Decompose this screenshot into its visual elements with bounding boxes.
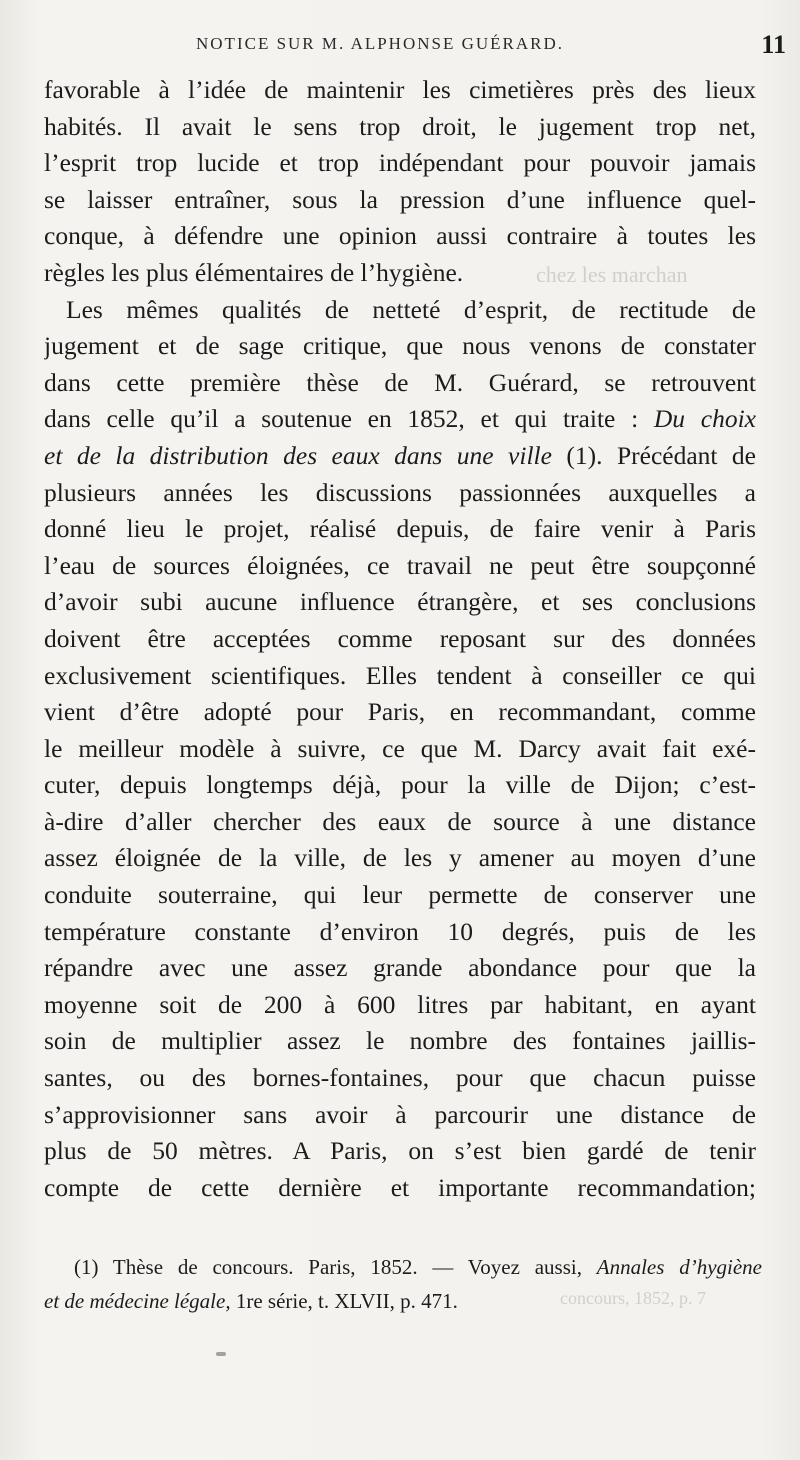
footnote [44, 1250, 762, 1318]
page-number: 11 [761, 30, 786, 59]
main-text [44, 72, 756, 1206]
bleed-through-text: chez les marchan [536, 262, 688, 287]
text-line: à-dire d’aller chercher des eaux de source à une distance [44, 806, 756, 836]
bleed-through-text: concours, 1852, p. 7 [560, 1288, 706, 1308]
text-line: température constante d’environ 10 degrés, puis de les [44, 916, 756, 946]
text-line: plus de 50 mètres. A Paris, on s’est bien gardé de tenir [44, 1136, 756, 1166]
text-line: se laisser entraîner, sous la pression d’une influence quel- [44, 184, 756, 214]
text-line: règles les plus élémentaires de l’hygiène. [44, 257, 464, 287]
text-line: cuter, depuis longtemps déjà, pour la ville de Dijon; c’est- [44, 770, 756, 800]
text-line: compte de cette dernière et importante recommandation; [44, 1172, 756, 1202]
text-line: soin de multiplier assez le nombre des fontaines jaillis- [44, 1026, 756, 1056]
text-line: plusieurs années les discussions passionnées auxquelles a [44, 477, 756, 507]
footnote-journal-italic: Annales d’hygiène [596, 1255, 762, 1279]
text-line: vient d’être adopté pour Paris, en recommandant, comme [44, 697, 756, 727]
text-line: jugement et de sage critique, que nous venons de constater [44, 331, 756, 361]
text-line: exclusivement scientifiques. Elles tendent à conseiller ce qui [44, 660, 756, 690]
thesis-title-italic: Du choix [653, 404, 756, 434]
text-segment: (1). Précédant de [566, 440, 756, 470]
text-line: donné lieu le projet, réalisé depuis, de faire venir à Paris [44, 514, 756, 544]
text-line: moyenne soit de 200 à 600 litres par habitant, en ayant [44, 989, 756, 1019]
text-segment: dans celle qu’il a soutenue en 1852, et qui traite : [44, 404, 639, 434]
thesis-title-italic: et de la distribution des eaux dans une ville [44, 440, 552, 470]
text-line: doivent être acceptées comme reposant sur des données [44, 623, 756, 653]
paragraph-start-line: Les mêmes qualités de netteté d’esprit, de rectitude de [66, 294, 756, 324]
page-header [0, 30, 800, 60]
running-title: NOTICE SUR M. ALPHONSE GUÉRARD. [196, 34, 565, 53]
text-line: s’approvisionner sans avoir à parcourir une distance de [44, 1099, 756, 1129]
footnote-text: (1) Thèse de concours. Paris, 1852. — Voyez aussi, [74, 1255, 582, 1279]
text-line: conduite souterraine, qui leur permette de conserver une [44, 880, 756, 910]
footnote-text: 1re série, t. XLVII, p. 471. [235, 1289, 458, 1313]
text-line: habités. Il avait le sens trop droit, le jugement trop net, [44, 111, 756, 141]
footnote-line [44, 1250, 762, 1284]
footnote-line [44, 1284, 762, 1318]
text-line: le meilleur modèle à suivre, ce que M. Darcy avait fait exé- [44, 733, 756, 763]
text-line: favorable à l’idée de maintenir les cimetières près des lieux [44, 75, 756, 104]
footnote-journal-italic: et de médecine légale, [44, 1289, 231, 1313]
text-line: assez éloignée de la ville, de les y amener au moyen d’une [44, 843, 756, 873]
text-line: l’eau de sources éloignées, ce travail ne peut être soupçonné [44, 550, 756, 580]
text-line: dans cette première thèse de M. Guérard, se retrouvent [44, 367, 756, 397]
text-line: répandre avec une assez grande abondance pour que la [44, 953, 756, 983]
text-line: d’avoir subi aucune influence étrangère, et ses conclusions [44, 587, 756, 617]
ink-speck [216, 1352, 226, 1356]
text-line: l’esprit trop lucide et trop indépendant pour pouvoir jamais [44, 148, 756, 178]
text-line-with-title [44, 401, 756, 438]
text-line: conque, à défendre une opinion aussi contraire à toutes les [44, 221, 756, 251]
text-line-with-title [44, 438, 756, 475]
text-line: santes, ou des bornes-fontaines, pour que chacun puisse [44, 1063, 756, 1093]
